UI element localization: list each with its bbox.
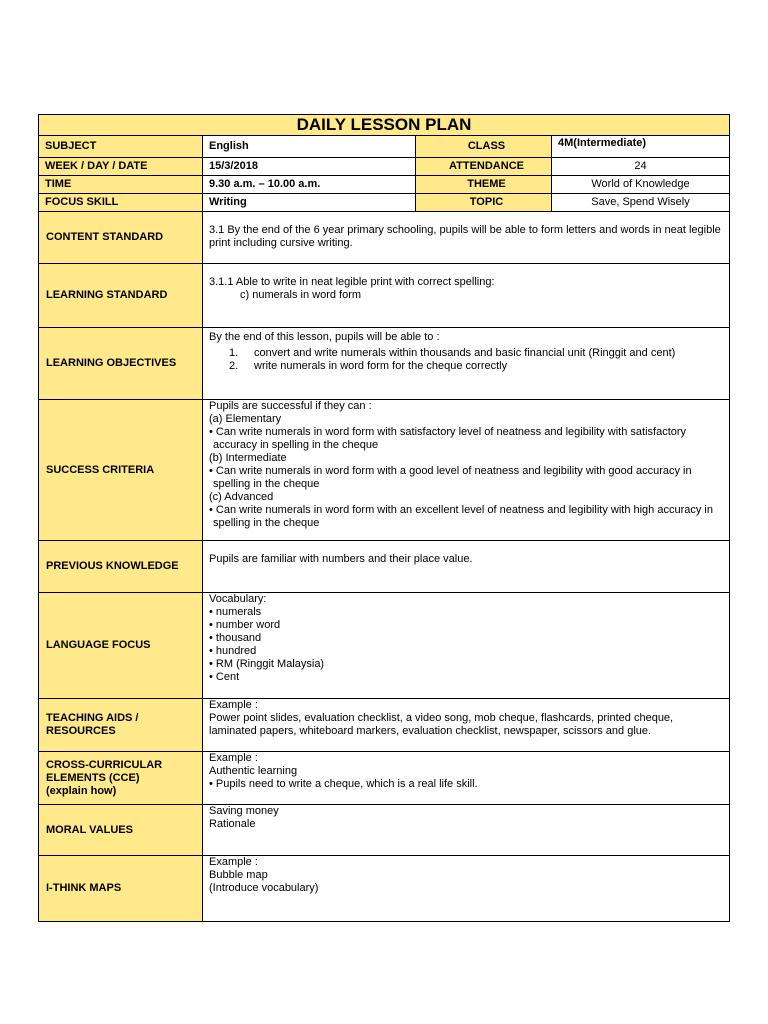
previous-knowledge-text: Pupils are familiar with numbers and their place value.	[203, 541, 730, 593]
list-item: • number word	[209, 619, 281, 631]
content-standard-label: CONTENT STANDARD	[39, 212, 203, 264]
subject-value: English	[203, 136, 416, 158]
focus-skill-label: FOCUS SKILL	[39, 194, 203, 212]
teaching-aids-intro: Example :	[209, 699, 258, 711]
cce-cell	[203, 752, 730, 805]
criteria-heading-advanced: (c) Advanced	[209, 491, 274, 503]
success-criteria-label: SUCCESS CRITERIA	[39, 400, 203, 541]
time-value: 9.30 a.m. – 10.00 a.m.	[203, 176, 416, 194]
success-criteria-cell	[203, 400, 730, 541]
learning-standard-line2: c) numerals in word form	[240, 289, 362, 301]
list-item: • Cent	[209, 671, 240, 683]
week-value: 15/3/2018	[203, 158, 416, 176]
list-item: 1. convert and write numerals within thousands and basic financial unit (Ringgit and cent)	[229, 347, 676, 359]
list-item: • RM (Ringgit Malaysia)	[209, 658, 325, 670]
focus-skill-value: Writing	[203, 194, 416, 212]
list-item: • hundred	[209, 645, 257, 657]
learning-objectives-label: LEARNING OBJECTIVES	[39, 328, 203, 400]
ithink-maps-label: I-THINK MAPS	[39, 856, 203, 922]
language-focus-cell	[203, 593, 730, 699]
ithink-maps-cell	[203, 856, 730, 922]
learning-objectives-intro: By the end of this lesson, pupils will be able to :	[209, 331, 440, 343]
teaching-aids-label: TEACHING AIDS / RESOURCES	[39, 699, 203, 752]
criteria-text-intermediate: • Can write numerals in word form with a good level of neatness and legibility with good accuracy in spelling in the cheque	[209, 465, 692, 490]
cce-label: CROSS-CURRICULAR ELEMENTS (CCE) (explain how)	[39, 752, 203, 805]
class-value: 4M(Intermediate)	[552, 136, 730, 158]
moral-values-cell	[203, 805, 730, 856]
ithink-intro: Example :	[209, 856, 258, 868]
page-title: DAILY LESSON PLAN	[39, 115, 730, 136]
teaching-aids-text: Power point slides, evaluation checklist, a video song, mob cheque, flashcards, printed cheque, laminated papers, whiteboard markers, evaluation checklist, newspaper, scissors and glue.	[209, 712, 674, 737]
attendance-value: 24	[552, 158, 730, 176]
ithink-line2: (Introduce vocabulary)	[209, 882, 319, 894]
criteria-text-elementary: • Can write numerals in word form with satisfactory level of neatness and legibility with satisfactory accuracy in spelling in the cheque	[209, 426, 687, 451]
topic-label: TOPIC	[416, 194, 552, 212]
language-focus-label: LANGUAGE FOCUS	[39, 593, 203, 699]
criteria-text-advanced: • Can write numerals in word form with an excellent level of neatness and legibility with high accuracy in spelling in the cheque	[209, 504, 713, 529]
ithink-line1: Bubble map	[209, 869, 268, 881]
list-item: • numerals	[209, 606, 262, 618]
theme-label: THEME	[416, 176, 552, 194]
moral-values-line1: Saving money	[209, 805, 279, 817]
topic-value: Save, Spend Wisely	[552, 194, 730, 212]
cce-line2: • Pupils need to write a cheque, which is a real life skill.	[209, 778, 478, 790]
time-label: TIME	[39, 176, 203, 194]
week-label: WEEK / DAY / DATE	[39, 158, 203, 176]
attendance-label: ATTENDANCE	[416, 158, 552, 176]
learning-standard-line1: 3.1.1 Able to write in neat legible print with correct spelling:	[209, 276, 495, 288]
subject-label: SUBJECT	[39, 136, 203, 158]
learning-standard-label: LEARNING STANDARD	[39, 264, 203, 328]
lesson-plan-table	[38, 114, 730, 922]
previous-knowledge-label: PREVIOUS KNOWLEDGE	[39, 541, 203, 593]
list-item: 2. write numerals in word form for the cheque correctly	[229, 360, 508, 372]
vocabulary-heading: Vocabulary:	[209, 593, 267, 605]
learning-objectives-list	[209, 347, 723, 373]
teaching-aids-cell	[203, 699, 730, 752]
moral-values-line2: Rationale	[209, 818, 256, 830]
moral-values-label: MORAL VALUES	[39, 805, 203, 856]
cce-intro: Example :	[209, 752, 258, 764]
list-item: • thousand	[209, 632, 262, 644]
theme-value: World of Knowledge	[552, 176, 730, 194]
learning-objectives-cell	[203, 328, 730, 400]
class-label: CLASS	[416, 136, 552, 158]
cce-line1: Authentic learning	[209, 765, 298, 777]
criteria-heading-elementary: (a) Elementary	[209, 413, 282, 425]
content-standard-text: 3.1 By the end of the 6 year primary schooling, pupils will be able to form letters and words in neat legible print including cursive writing.	[203, 212, 730, 264]
criteria-heading-intermediate: (b) Intermediate	[209, 452, 287, 464]
learning-standard-cell	[203, 264, 730, 328]
success-criteria-intro: Pupils are successful if they can :	[209, 400, 372, 412]
